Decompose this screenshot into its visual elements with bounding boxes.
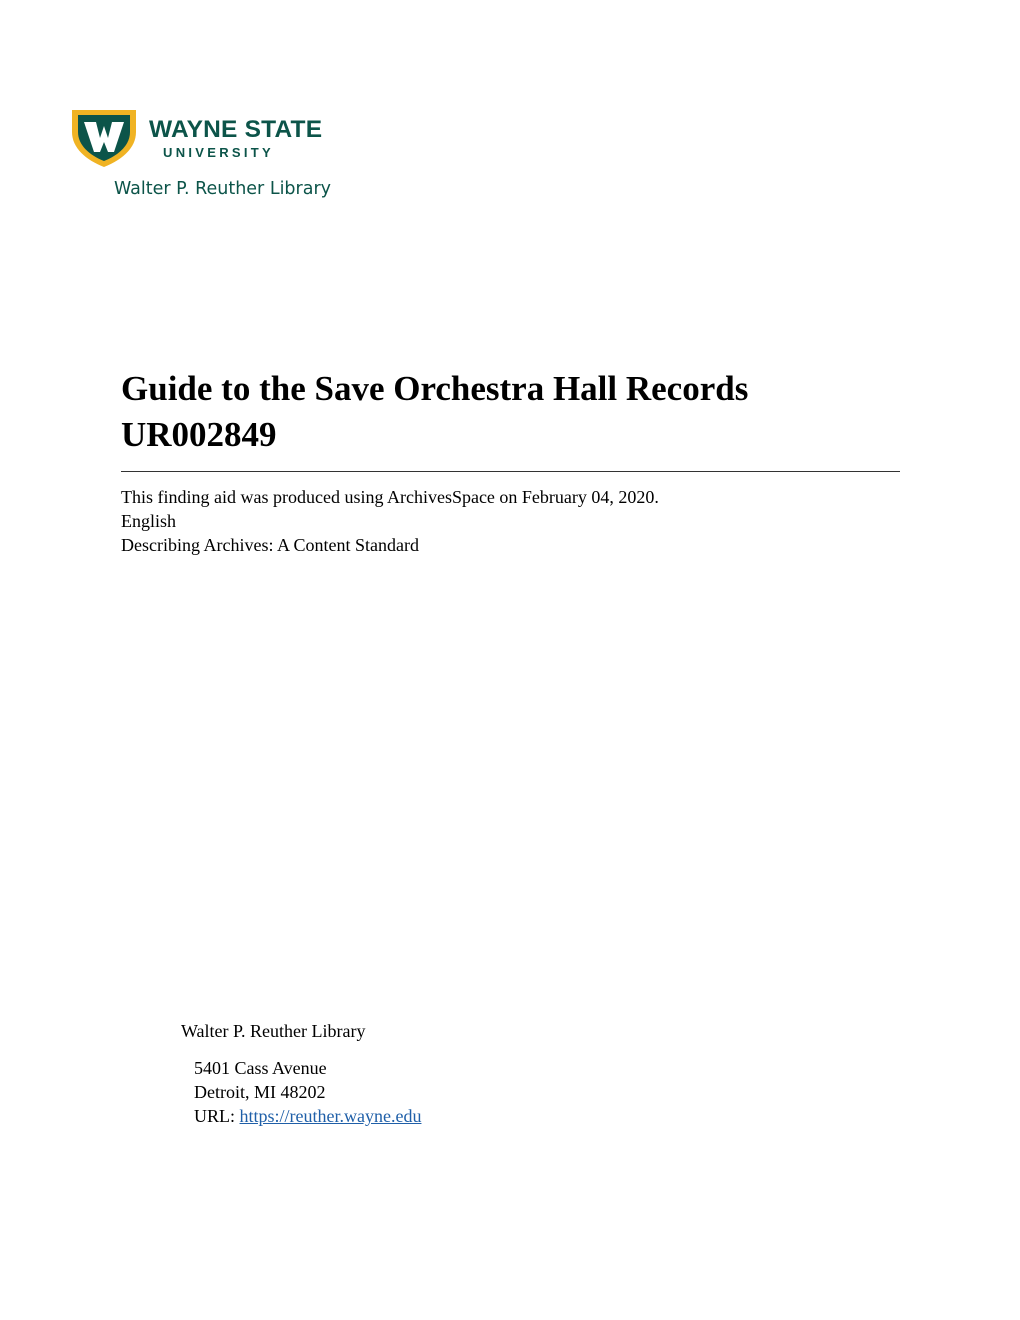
title-line1: Guide to the Save Orchestra Hall Records: [121, 369, 749, 408]
title-line2: UR002849: [121, 415, 277, 454]
finding-aid-meta: [121, 485, 659, 557]
url-link[interactable]: https://reuther.wayne.edu: [239, 1106, 422, 1126]
organization-name: Walter P. Reuther Library: [181, 1021, 366, 1041]
language: English: [121, 511, 177, 531]
produced-statement: This finding aid was produced using ArchivesSpace on February 04, 2020.: [121, 487, 659, 507]
logo-wordmark-line2: UNIVERSITY: [163, 145, 275, 160]
street-address: 5401 Cass Avenue: [194, 1058, 327, 1078]
shield-icon: [70, 108, 138, 168]
document-title: [121, 366, 901, 458]
url-line: [194, 1104, 421, 1128]
logo-library-name: Walter P. Reuther Library: [114, 179, 332, 199]
logo-wordmark-line1: WAYNE STATE: [149, 116, 323, 143]
wayne-state-logo: [70, 108, 360, 208]
city-state-zip: Detroit, MI 48202: [194, 1082, 326, 1102]
descriptive-standard: Describing Archives: A Content Standard: [121, 535, 419, 555]
title-divider: [121, 471, 900, 472]
url-label: URL:: [194, 1106, 236, 1126]
repository-address: [181, 1019, 421, 1128]
